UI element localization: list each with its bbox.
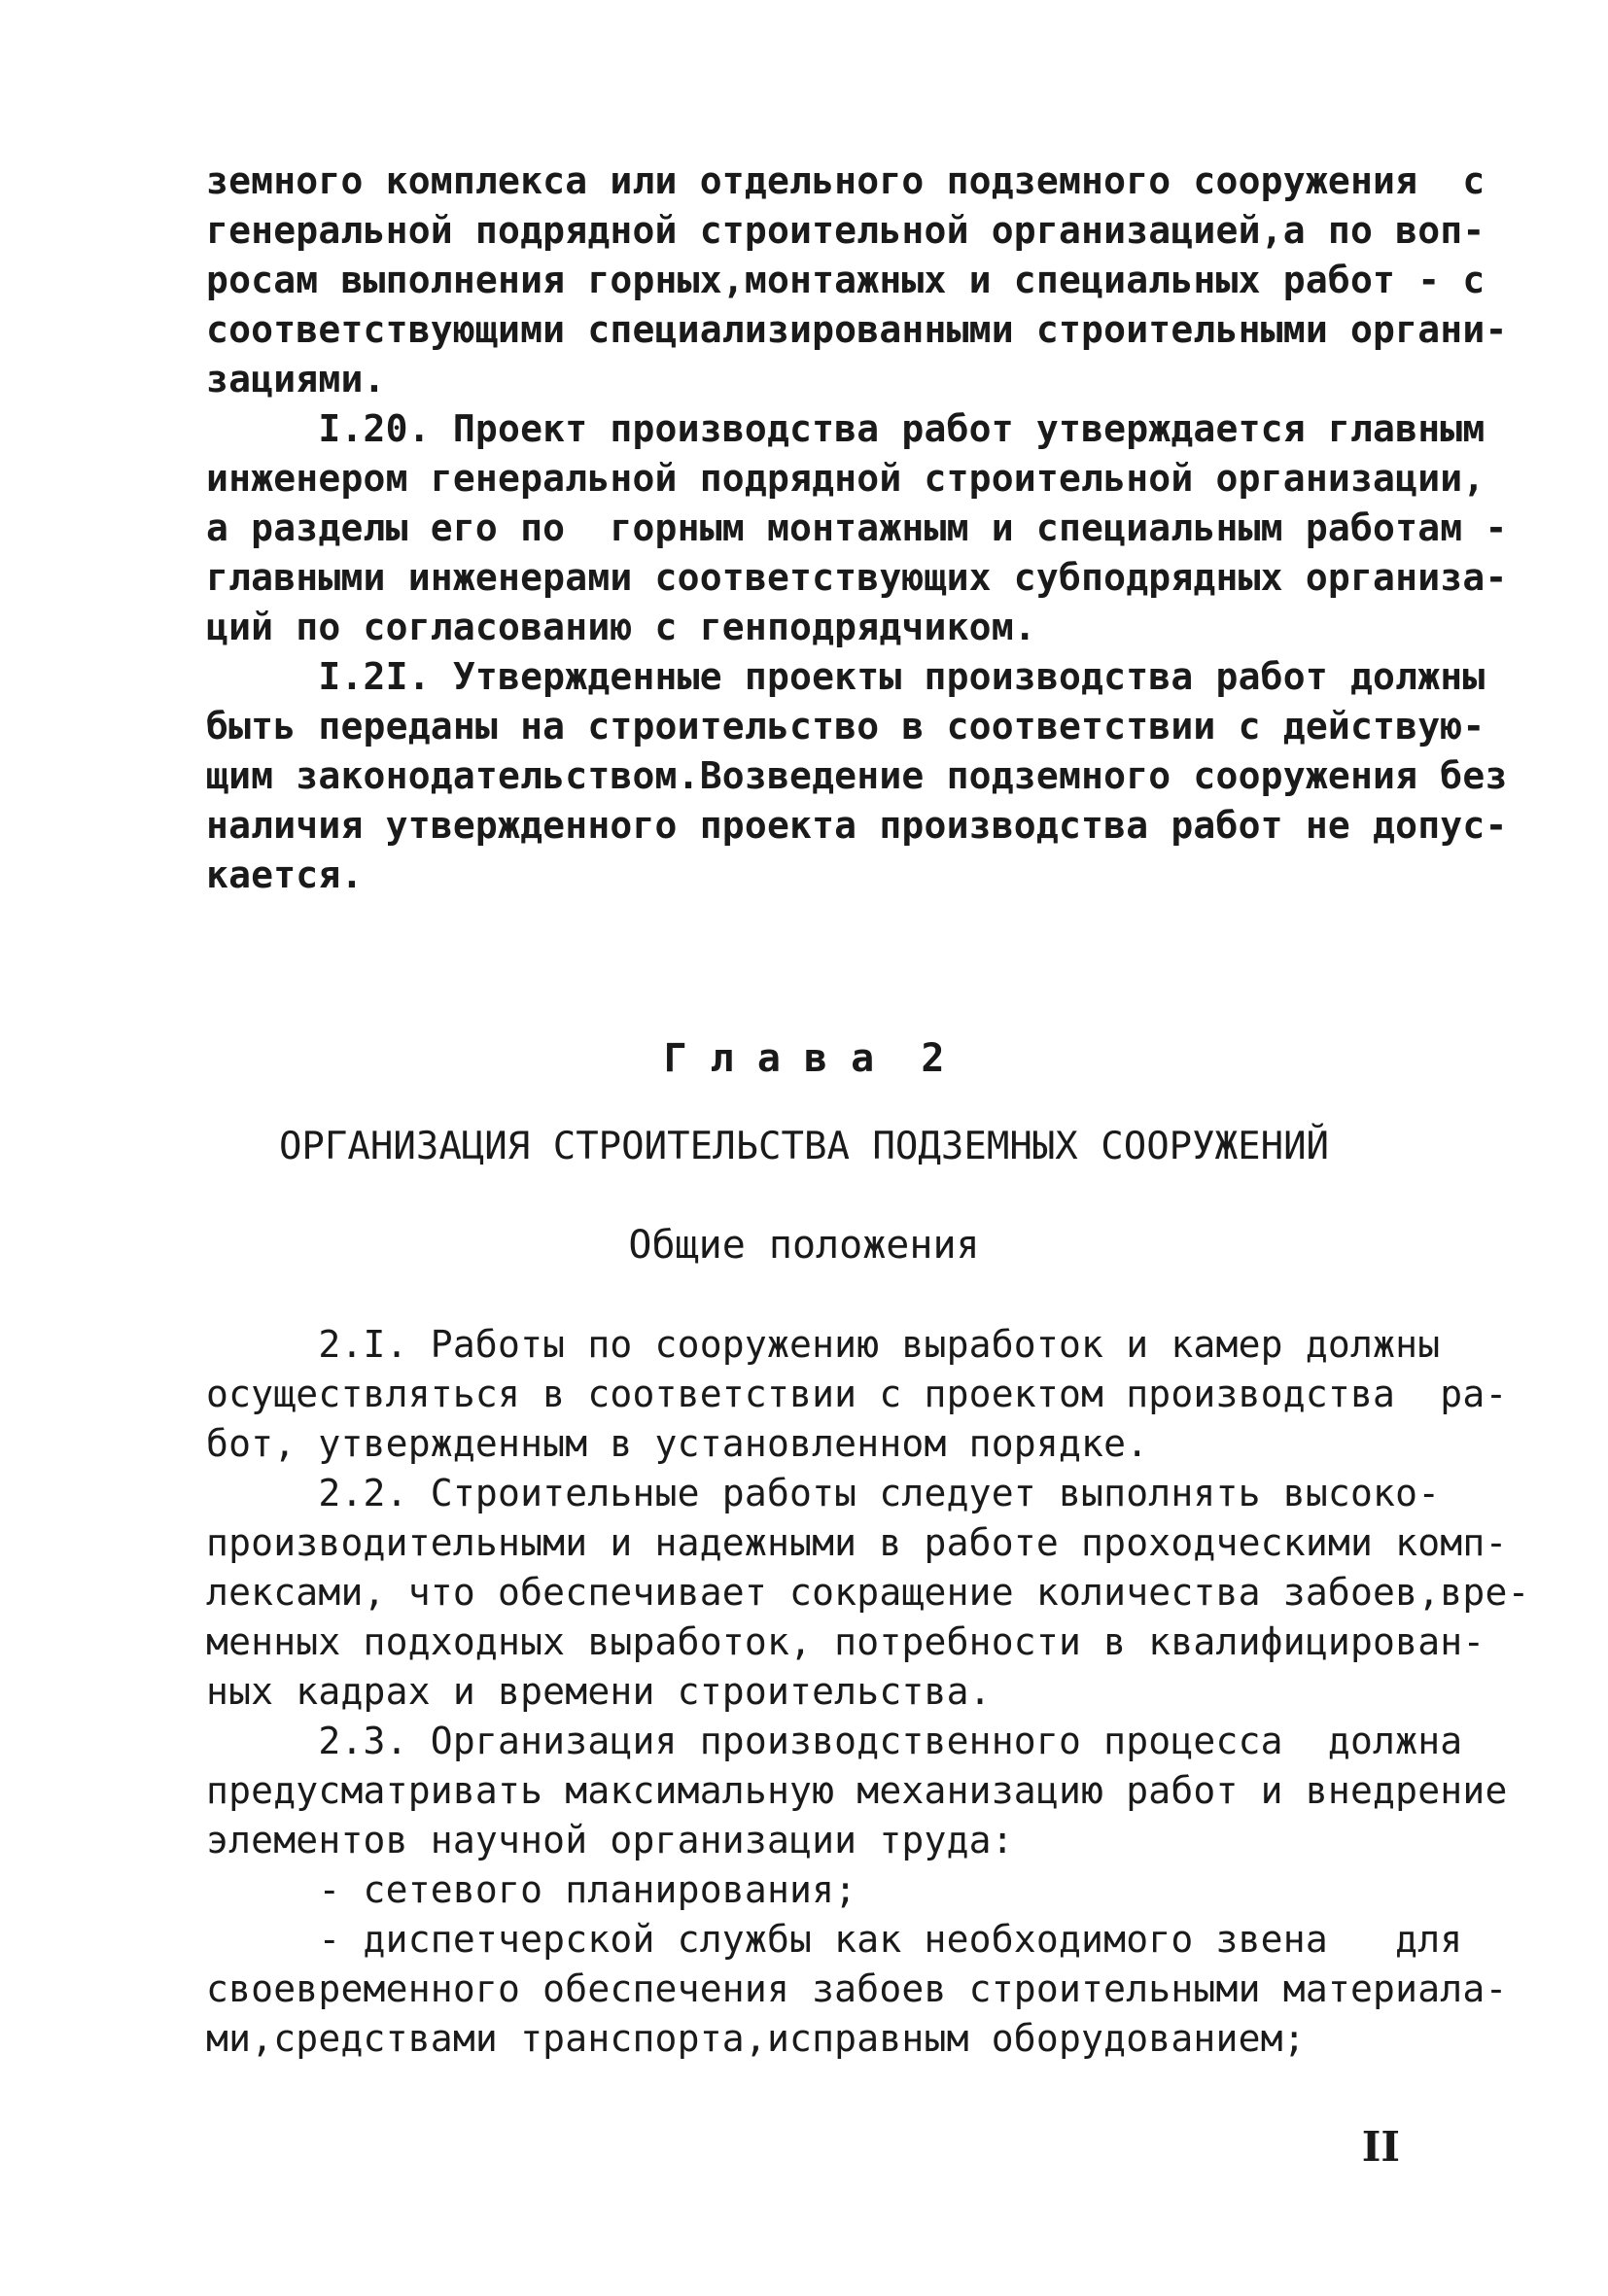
text-line: своевременного обеспечения забоев строительными материала- <box>206 1967 1508 2010</box>
text-line: генеральной подрядной строительной организацией,а по воп- <box>206 209 1486 252</box>
text-line: - диспетчерской службы как необходимого звена для <box>206 1918 1463 1961</box>
text-line: а разделы его по горным монтажным и специальным работам - <box>206 506 1508 549</box>
text-line: лексами, что обеспечивает сокращение количества забоев,вре- <box>206 1571 1530 1614</box>
text-line: главными инженерами соответствующих субподрядных организа- <box>206 556 1508 599</box>
text-line: I.2I. Утвержденные проекты производства работ должны <box>206 655 1486 698</box>
text-line: элементов научной организации труда: <box>206 1819 1014 1861</box>
text-line: соответствующими специализированными строительными органи- <box>206 308 1508 351</box>
text-line: I.20. Проект производства работ утверждается главным <box>206 407 1486 450</box>
text-line: инженером генеральной подрядной строительной организации, <box>206 457 1486 500</box>
text-line: наличия утвержденного проекта производства работ не допус- <box>206 804 1508 847</box>
text-line: росам выполнения горных,монтажных и специальных работ - с <box>206 259 1486 301</box>
text-line: предусматривать максимальную механизацию работ и внедрение <box>206 1769 1508 1812</box>
text-line: ми,средствами транспорта,исправным оборудованием; <box>206 2017 1306 2060</box>
chapter-heading: Г л а в а 2 <box>663 1036 945 1081</box>
text-line: ций по согласованию с генподрядчиком. <box>206 606 1036 648</box>
text-line: менных подходных выработок, потребности в квалифицирован- <box>206 1620 1486 1663</box>
text-line: 2.2. Строительные работы следует выполнять высоко- <box>206 1472 1441 1514</box>
text-line: щим законодательством.Возведение подземного сооружения без <box>206 754 1508 797</box>
text-line: осуществляться в соответствии с проектом производства ра- <box>206 1373 1508 1415</box>
text-line: 2.3. Организация производственного процесса должна <box>206 1720 1463 1762</box>
text-line: - сетевого планирования; <box>206 1868 857 1911</box>
chapter-title: ОРГАНИЗАЦИЯ СТРОИТЕЛЬСТВА ПОДЗЕМНЫХ СООРУЖЕНИЙ <box>278 1125 1330 1168</box>
text-line: земного комплекса или отдельного подземного сооружения с <box>206 159 1486 202</box>
page-number: II <box>1361 2123 1400 2171</box>
text-line: зациями. <box>206 358 386 400</box>
text-line: бот, утвержденным в установленном порядке. <box>206 1422 1149 1465</box>
text-line: производительными и надежными в работе проходческими комп- <box>206 1521 1508 1564</box>
text-line: ных кадрах и времени строительства. <box>206 1670 992 1713</box>
text-line: кается. <box>206 853 364 896</box>
section-subtitle: Общие положения <box>628 1223 980 1268</box>
text-line: 2.I. Работы по сооружению выработок и камер должны <box>206 1323 1441 1366</box>
text-line: быть переданы на строительство в соответствии с действую- <box>206 705 1486 748</box>
